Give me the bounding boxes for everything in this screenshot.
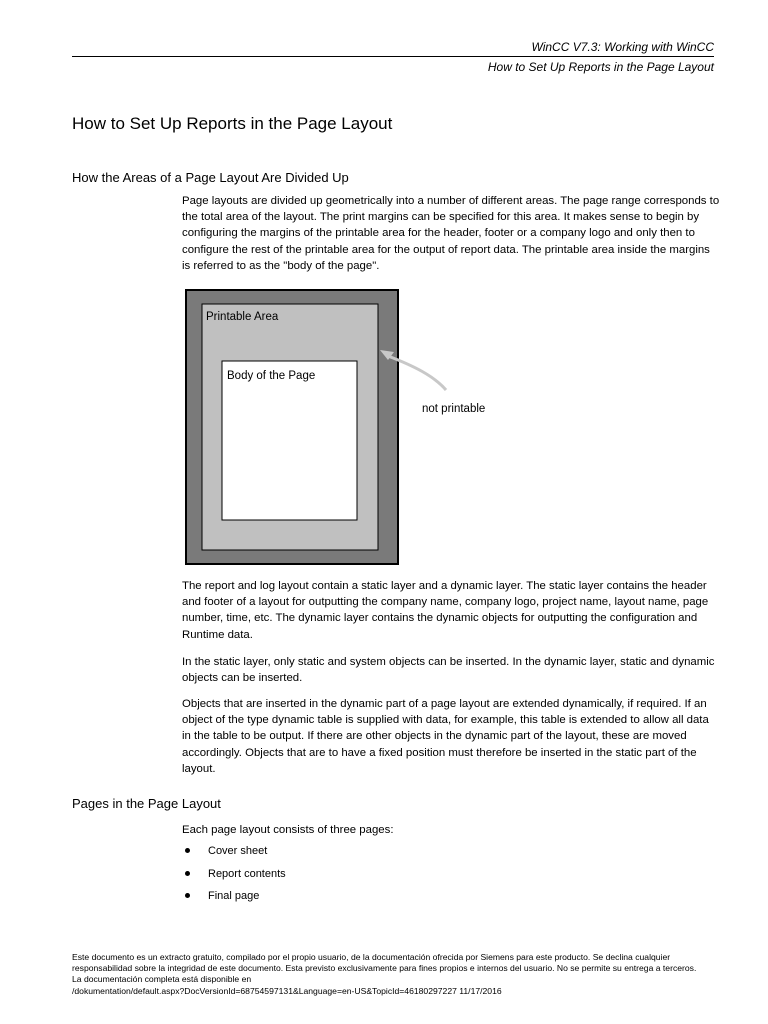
body-of-page-box bbox=[222, 361, 357, 520]
section-heading-pages: Pages in the Page Layout bbox=[72, 796, 221, 811]
body-of-page-label: Body of the Page bbox=[227, 370, 316, 382]
not-printable-label: not printable bbox=[422, 403, 486, 415]
footer-line: La documentación completa está disponible en bbox=[72, 974, 252, 985]
bullet-icon bbox=[185, 893, 190, 898]
footer-link[interactable]: /dokumentation/default.aspx?DocVersionId=68754597131&Language=en-US&TopicId=46180297227 11/17/2016 bbox=[72, 985, 502, 996]
page-title: How to Set Up Reports in the Page Layout bbox=[72, 114, 393, 133]
header-divider bbox=[72, 56, 714, 57]
pages-list bbox=[182, 842, 286, 910]
bullet-icon bbox=[185, 871, 190, 876]
list-item: Final page bbox=[182, 887, 286, 910]
document-title-header: WinCC V7.3: Working with WinCC bbox=[531, 40, 714, 54]
printable-area-label: Printable Area bbox=[206, 311, 279, 323]
footer-line: responsabilidad sobre la integridad de este documento. Esta previsto exclusivamente para fines propios e internos del usuario. No se permite su entrega a terceros. bbox=[72, 963, 697, 974]
list-item: Report contents bbox=[182, 865, 286, 888]
paragraph-dynamic-objects: Objects that are inserted in the dynamic part of a page layout are extended dynamically, if required. If an object of the type dynamic table is supplied with data, for example, this table is extended to allow all data in the table to be output. If there are other objects in the dynamic part of the layout, these are moved accordingly. Objects that are to have a fixed position must therefore be inserted in the static part of the layout. bbox=[182, 698, 709, 775]
section-title-header: How to Set Up Reports in the Page Layout bbox=[487, 60, 714, 74]
list-item: Cover sheet bbox=[182, 842, 286, 865]
paragraph-layers: The report and log layout contain a static layer and a dynamic layer. The static layer contains the header and footer of a layout for outputting the company name, company logo, project name, layout name, page number, time, etc. The dynamic layer contains the dynamic objects for outputting the configuration and Runtime data. bbox=[182, 580, 709, 641]
page-layout-diagram bbox=[184, 288, 514, 568]
paragraph-areas-intro: Page layouts are divided up geometrically into a number of different areas. The page range corresponds to the total area of the layout. The print margins can be specified for this area. It makes sense to begin by configuring the margins of the printable area for the header, footer or a company logo and only then to configure the rest of the printable area for the output of report data. The printable area inside the margins is referred to as the "body of the page". bbox=[182, 195, 720, 272]
page-footer bbox=[72, 952, 722, 997]
paragraph-static-layer: In the static layer, only static and system objects can be inserted. In the dynamic layer, static and dynamic objects can be inserted. bbox=[182, 656, 715, 685]
footer-line: Este documento es un extracto gratuito, compilado por el propio usuario, de la documentación ofrecida por Siemens para este producto. Se declina cualquier bbox=[72, 952, 671, 962]
paragraph-pages-intro: Each page layout consists of three pages: bbox=[182, 824, 394, 836]
bullet-icon bbox=[185, 848, 190, 853]
section-heading-areas: How the Areas of a Page Layout Are Divided Up bbox=[72, 170, 349, 185]
